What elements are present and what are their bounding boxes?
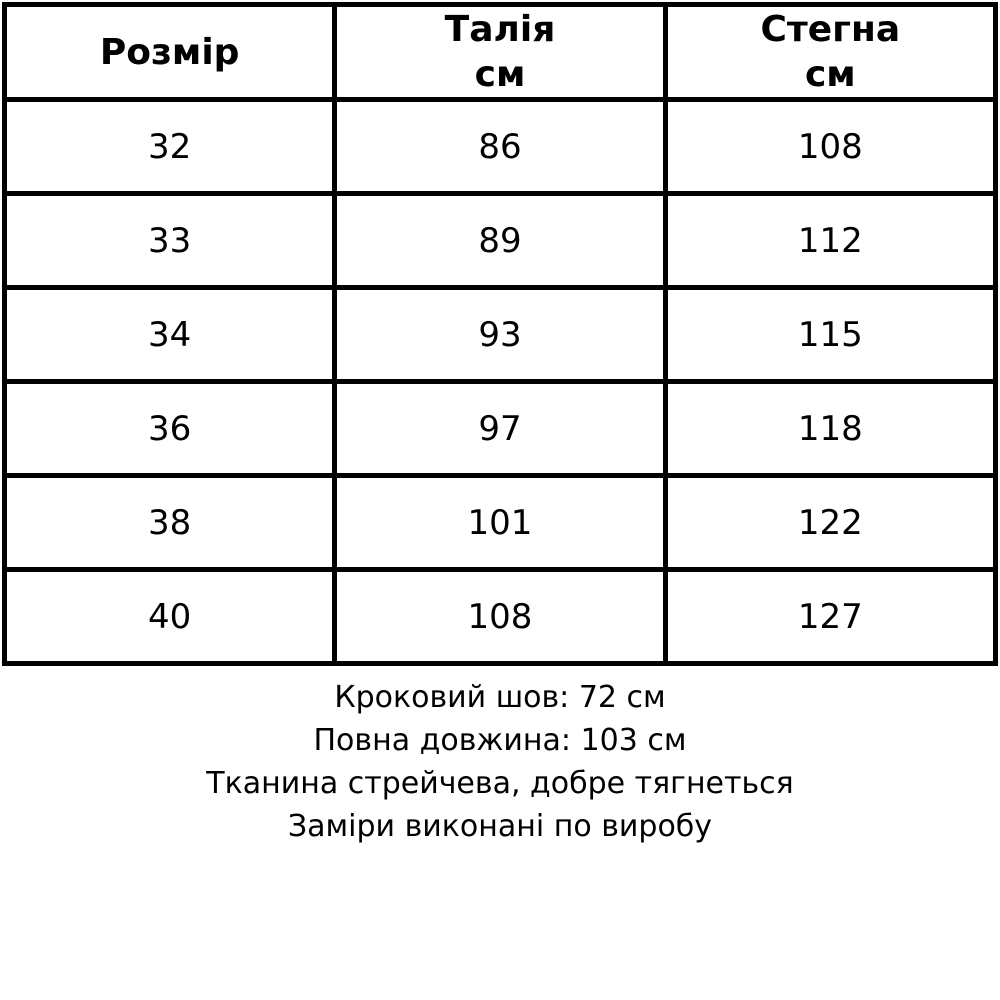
cell-waist: 108 [335, 570, 665, 664]
cell-waist: 89 [335, 194, 665, 288]
header-cell-size [5, 5, 335, 100]
size-table [2, 2, 998, 666]
table-row [5, 288, 996, 382]
cell-size: 38 [5, 476, 335, 570]
cell-size: 34 [5, 288, 335, 382]
cell-hips: 127 [665, 570, 995, 664]
table-row [5, 382, 996, 476]
cell-hips: 108 [665, 100, 995, 194]
cell-hips: 118 [665, 382, 995, 476]
header-hips-unit: см [804, 54, 856, 95]
header-cell-waist [335, 5, 665, 100]
cell-size: 32 [5, 100, 335, 194]
note-fabric: Тканина стрейчева, добре тягнеться [206, 766, 794, 801]
table-row [5, 194, 996, 288]
table-row [5, 476, 996, 570]
header-waist-title: Талія [444, 9, 556, 50]
cell-size: 36 [5, 382, 335, 476]
notes-block [0, 676, 1000, 848]
size-table-header [5, 5, 996, 100]
header-row [5, 5, 996, 100]
cell-hips: 115 [665, 288, 995, 382]
cell-size: 40 [5, 570, 335, 664]
cell-hips: 112 [665, 194, 995, 288]
cell-waist: 101 [335, 476, 665, 570]
cell-waist: 86 [335, 100, 665, 194]
cell-waist: 97 [335, 382, 665, 476]
header-waist-unit: см [474, 54, 526, 95]
cell-size: 33 [5, 194, 335, 288]
size-table-body [5, 100, 996, 664]
header-size-title: Розмір [99, 31, 240, 73]
header-hips-title: Стегна [760, 9, 901, 50]
cell-waist: 93 [335, 288, 665, 382]
table-row [5, 100, 996, 194]
note-inseam: Кроковий шов: 72 см [334, 680, 666, 715]
table-row [5, 570, 996, 664]
note-measured-on-item: Заміри виконані по виробу [287, 809, 713, 844]
header-cell-hips [665, 5, 995, 100]
note-full-length: Повна довжина: 103 см [313, 723, 687, 758]
cell-hips: 122 [665, 476, 995, 570]
